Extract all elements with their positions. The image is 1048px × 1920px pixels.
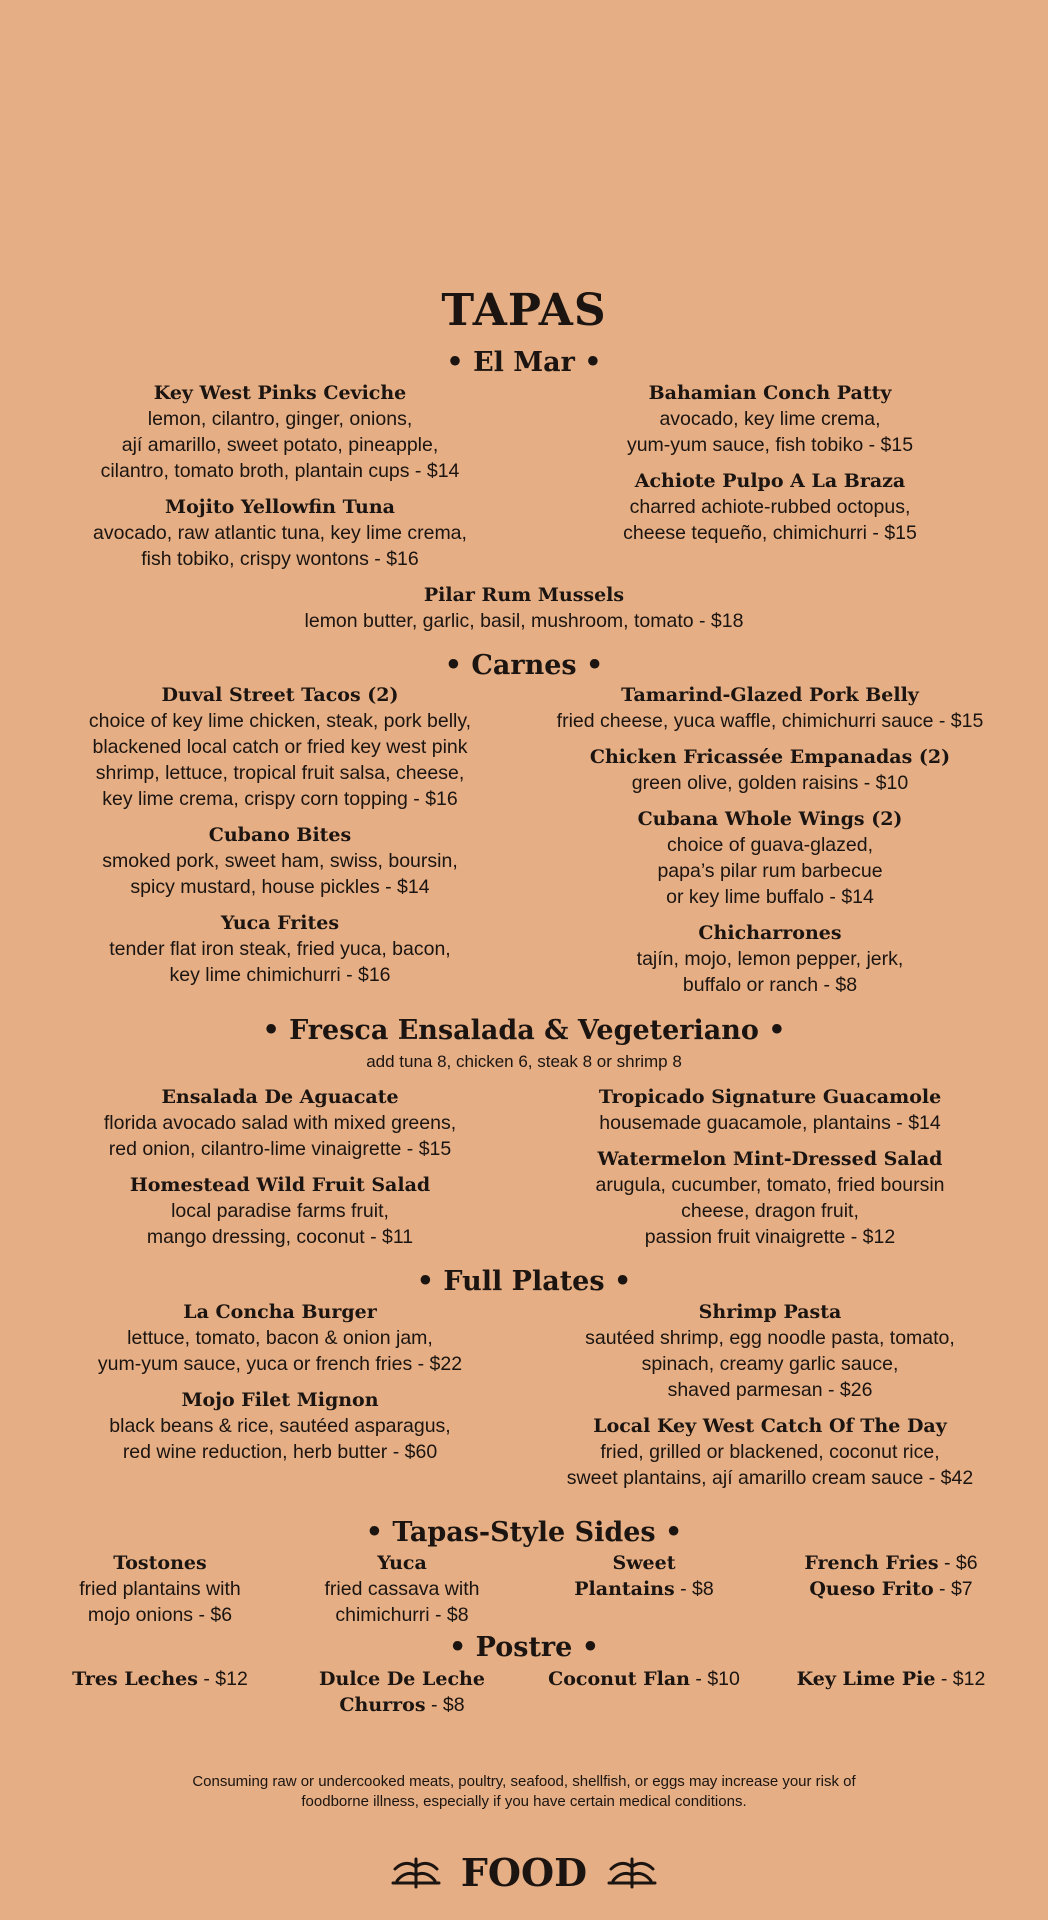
item-description: fried, grilled or blackened, coconut rice, sweet plantains, ají amarillo cream sauce - $42: [566, 1441, 974, 1489]
item-description: arugula, cucumber, tomato, fried boursin cheese, dragon fruit, passion fruit vinaigrette - $12: [595, 1174, 945, 1248]
item-description: avocado, key lime crema, yum-yum sauce, fish tobiko - $15: [626, 408, 914, 456]
item-name: Watermelon Mint-Dressed Salad: [597, 1148, 943, 1170]
item-name: Mojito Yellowfin Tuna: [165, 496, 395, 518]
item-description: lemon, cilantro, ginger, onions, ají amarillo, sweet potato, pineapple, cilantro, tomato broth, plantain cups - $14: [100, 408, 460, 482]
section-header-postre: • Postre •: [449, 1632, 599, 1663]
menu-title: TAPAS: [441, 285, 607, 336]
item-description: fried cassava with chimichurri - $8: [324, 1578, 480, 1626]
footer-title: FOOD: [460, 1850, 588, 1895]
el-mar-right-column: [530, 380, 1010, 556]
side-item-sweet-plantains: [524, 1550, 764, 1602]
item-name: Bahamian Conch Patty: [648, 382, 892, 404]
item-description: florida avocado salad with mixed greens, red onion, cilantro-lime vinaigrette - $15: [103, 1112, 457, 1160]
section-header-full-plates: • Full Plates •: [416, 1266, 632, 1297]
fresca-left-column: [40, 1084, 520, 1260]
item-description: smoked pork, sweet ham, swiss, boursin, spicy mustard, house pickles - $14: [102, 850, 458, 898]
item-name: Yuca Frites: [220, 912, 340, 934]
item-name: Coconut Flan: [548, 1668, 690, 1690]
el-mar-left-column: [40, 380, 520, 582]
dessert-item-key-lime-pie: [766, 1666, 1016, 1692]
item-description: tajín, mojo, lemon pepper, jerk, buffalo or ranch - $8: [636, 948, 904, 996]
item-name: Tres Leches: [72, 1668, 198, 1690]
item-name: Sweet: [612, 1552, 676, 1574]
item-name: Pilar Rum Mussels: [423, 584, 625, 606]
el-mar-center-item: [0, 582, 1048, 634]
menu-item: [530, 682, 1010, 734]
dessert-item-tres-leches: [40, 1666, 280, 1692]
menu-item: [40, 1299, 520, 1377]
section-header-carnes: • Carnes •: [444, 650, 604, 681]
item-name: Chicken Fricassée Empanadas (2): [589, 746, 951, 768]
footer-label: [0, 1850, 1048, 1895]
item-name: Key Lime Pie: [796, 1668, 936, 1690]
palm-ornament-icon: [603, 1853, 661, 1893]
item-price: - $12: [935, 1668, 986, 1690]
health-disclaimer: Consuming raw or undercooked meats, poultry, seafood, shellfish, or eggs may increase your risk of foodborne illness, especially if you have certain medical conditions.: [192, 1773, 856, 1810]
dessert-item-churros: [282, 1666, 522, 1718]
item-description: fried cheese, yuca waffle, chimichurri sauce - $15: [556, 710, 984, 732]
menu-item: [40, 380, 520, 484]
item-name: Duval Street Tacos (2): [161, 684, 399, 706]
menu-item: [530, 920, 1010, 998]
item-name: Tamarind-Glazed Pork Belly: [621, 684, 919, 706]
item-price: - $8: [674, 1578, 714, 1600]
menu-item: [40, 494, 520, 572]
item-name: Chicharrones: [698, 922, 842, 944]
item-price: - $6: [938, 1552, 978, 1574]
item-name: Churros: [339, 1694, 426, 1716]
menu-item: [40, 822, 520, 900]
menu-item: [530, 1299, 1010, 1403]
section-header-el-mar: • El Mar •: [446, 347, 602, 378]
menu-item: [530, 744, 1010, 796]
menu-item: [530, 468, 1010, 546]
carnes-left-column: [40, 682, 520, 998]
item-name: French Fries: [804, 1552, 939, 1574]
menu-item: [40, 1387, 520, 1465]
item-description: choice of guava-glazed, papa’s pilar rum barbecue or key lime buffalo - $14: [657, 834, 883, 908]
item-description: lettuce, tomato, bacon & onion jam, yum-yum sauce, yuca or french fries - $22: [97, 1327, 463, 1375]
item-description: housemade guacamole, plantains - $14: [599, 1112, 941, 1134]
item-description: choice of key lime chicken, steak, pork belly, blackened local catch or fried key west pink shrimp, lettuce, tropical fruit salsa, cheese, key lime crema, crispy corn topping - $16: [88, 710, 472, 810]
menu-item: [530, 380, 1010, 458]
carnes-right-column: [530, 682, 1010, 1008]
dessert-item-flan: [524, 1666, 764, 1692]
item-name: Shrimp Pasta: [698, 1301, 842, 1323]
item-description: lemon butter, garlic, basil, mushroom, tomato - $18: [304, 610, 744, 632]
item-price: - $12: [197, 1668, 248, 1690]
item-name: Cubano Bites: [208, 824, 352, 846]
section-header-fresca: • Fresca Ensalada & Vegeteriano •: [262, 1015, 786, 1046]
menu-item: [530, 1413, 1010, 1491]
full-plates-right-column: [530, 1299, 1010, 1501]
item-description: sautéed shrimp, egg noodle pasta, tomato, spinach, creamy garlic sauce, shaved parmesan - $26: [585, 1327, 955, 1401]
item-description: green olive, golden raisins - $10: [631, 772, 909, 794]
item-name: Queso Frito: [809, 1578, 934, 1600]
item-price: - $10: [690, 1668, 740, 1690]
item-price: - $7: [933, 1578, 973, 1600]
menu-item: [530, 1084, 1010, 1136]
side-items-fries-queso: [766, 1550, 1016, 1602]
full-plates-left-column: [40, 1299, 520, 1475]
side-item-tostones: [40, 1550, 280, 1628]
item-price: - $8: [425, 1694, 465, 1716]
side-item-yuca: [282, 1550, 522, 1628]
menu-item: [40, 1084, 520, 1162]
item-name: La Concha Burger: [183, 1301, 377, 1323]
menu-item: [40, 682, 520, 812]
menu-item: [40, 910, 520, 988]
item-name: Ensalada De Aguacate: [161, 1086, 399, 1108]
item-name: Local Key West Catch Of The Day: [593, 1415, 947, 1437]
item-name: Key West Pinks Ceviche: [153, 382, 407, 404]
item-name: Yuca: [377, 1552, 427, 1574]
menu-item: [530, 1146, 1010, 1250]
item-description: avocado, raw atlantic tuna, key lime crema, fish tobiko, crispy wontons - $16: [93, 522, 467, 570]
palm-ornament-icon: [387, 1853, 445, 1893]
add-protein-note: add tuna 8, chicken 6, steak 8 or shrimp 8: [366, 1052, 682, 1071]
item-description: charred achiote-rubbed octopus, cheese tequeño, chimichurri - $15: [623, 496, 917, 544]
item-description: black beans & rice, sautéed asparagus, red wine reduction, herb butter - $60: [109, 1415, 451, 1463]
item-description: fried plantains with mojo onions - $6: [79, 1578, 241, 1626]
fresca-right-column: [530, 1084, 1010, 1260]
item-description: tender flat iron steak, fried yuca, bacon, key lime chimichurri - $16: [109, 938, 451, 986]
menu-item: [40, 1172, 520, 1250]
menu-item: [530, 806, 1010, 910]
item-name: Tropicado Signature Guacamole: [598, 1086, 942, 1108]
item-name: Mojo Filet Mignon: [181, 1389, 379, 1411]
item-name: Homestead Wild Fruit Salad: [129, 1174, 431, 1196]
item-name: Cubana Whole Wings (2): [637, 808, 903, 830]
item-name: Dulce De Leche: [319, 1668, 485, 1690]
item-description: local paradise farms fruit, mango dressing, coconut - $11: [146, 1200, 414, 1248]
item-name: Tostones: [113, 1552, 207, 1574]
item-name: Plantains: [574, 1578, 675, 1600]
section-header-sides: • Tapas-Style Sides •: [365, 1517, 683, 1548]
item-name: Achiote Pulpo A La Braza: [634, 470, 906, 492]
